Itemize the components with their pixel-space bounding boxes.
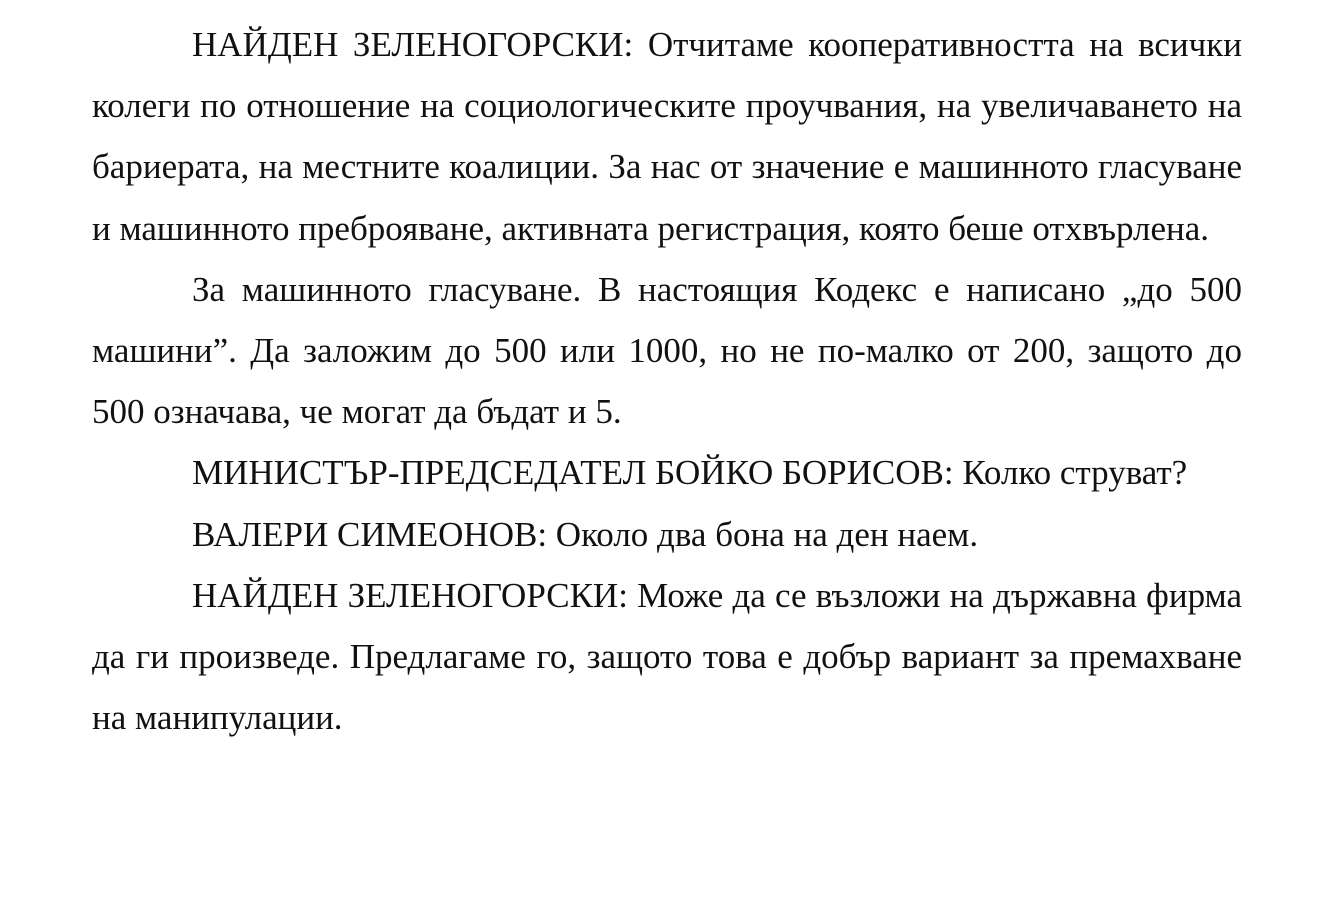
transcript-paragraph-5: [92, 565, 1242, 749]
transcript-page: [92, 14, 1242, 748]
transcript-paragraph-1: [92, 14, 1242, 259]
speech-text: За машинното гласуване. В настоящия Кодекс е написано „до 500 машини”. Да заложим до 500 или 1000, но не по-малко от 200, защото до 500 означава, че могат да бъдат и 5.: [92, 269, 1242, 432]
transcript-paragraph-3: [92, 442, 1242, 503]
speech-text: Може да се възложи на държавна фирма да ги произведе. Предлагаме го, защото това е добър вариант за премахване на манипулации.: [92, 575, 1242, 738]
speaker-name: НАЙДЕН ЗЕЛЕНОГОРСКИ:: [192, 575, 628, 615]
transcript-paragraph-2: [92, 259, 1242, 443]
transcript-paragraph-4: [92, 504, 1242, 565]
speaker-name: МИНИСТЪР-ПРЕДСЕДАТЕЛ БОЙКО БОРИСОВ:: [192, 453, 954, 493]
speech-text: Колко струват?: [962, 453, 1188, 493]
speech-text: Отчитаме кооперативността на всички колеги по отношение на социологическите проучвания, на увеличаването на бариерата, на местните коалиции. За нас от значение е машинното гласуване и машинното преброяване, активната регистрация, която беше отхвърлена.: [92, 25, 1242, 248]
speech-text: Около два бона на ден наем.: [555, 514, 979, 554]
speaker-name: НАЙДЕН ЗЕЛЕНОГОРСКИ:: [192, 25, 634, 64]
speaker-name: ВАЛЕРИ СИМЕОНОВ:: [192, 514, 548, 554]
